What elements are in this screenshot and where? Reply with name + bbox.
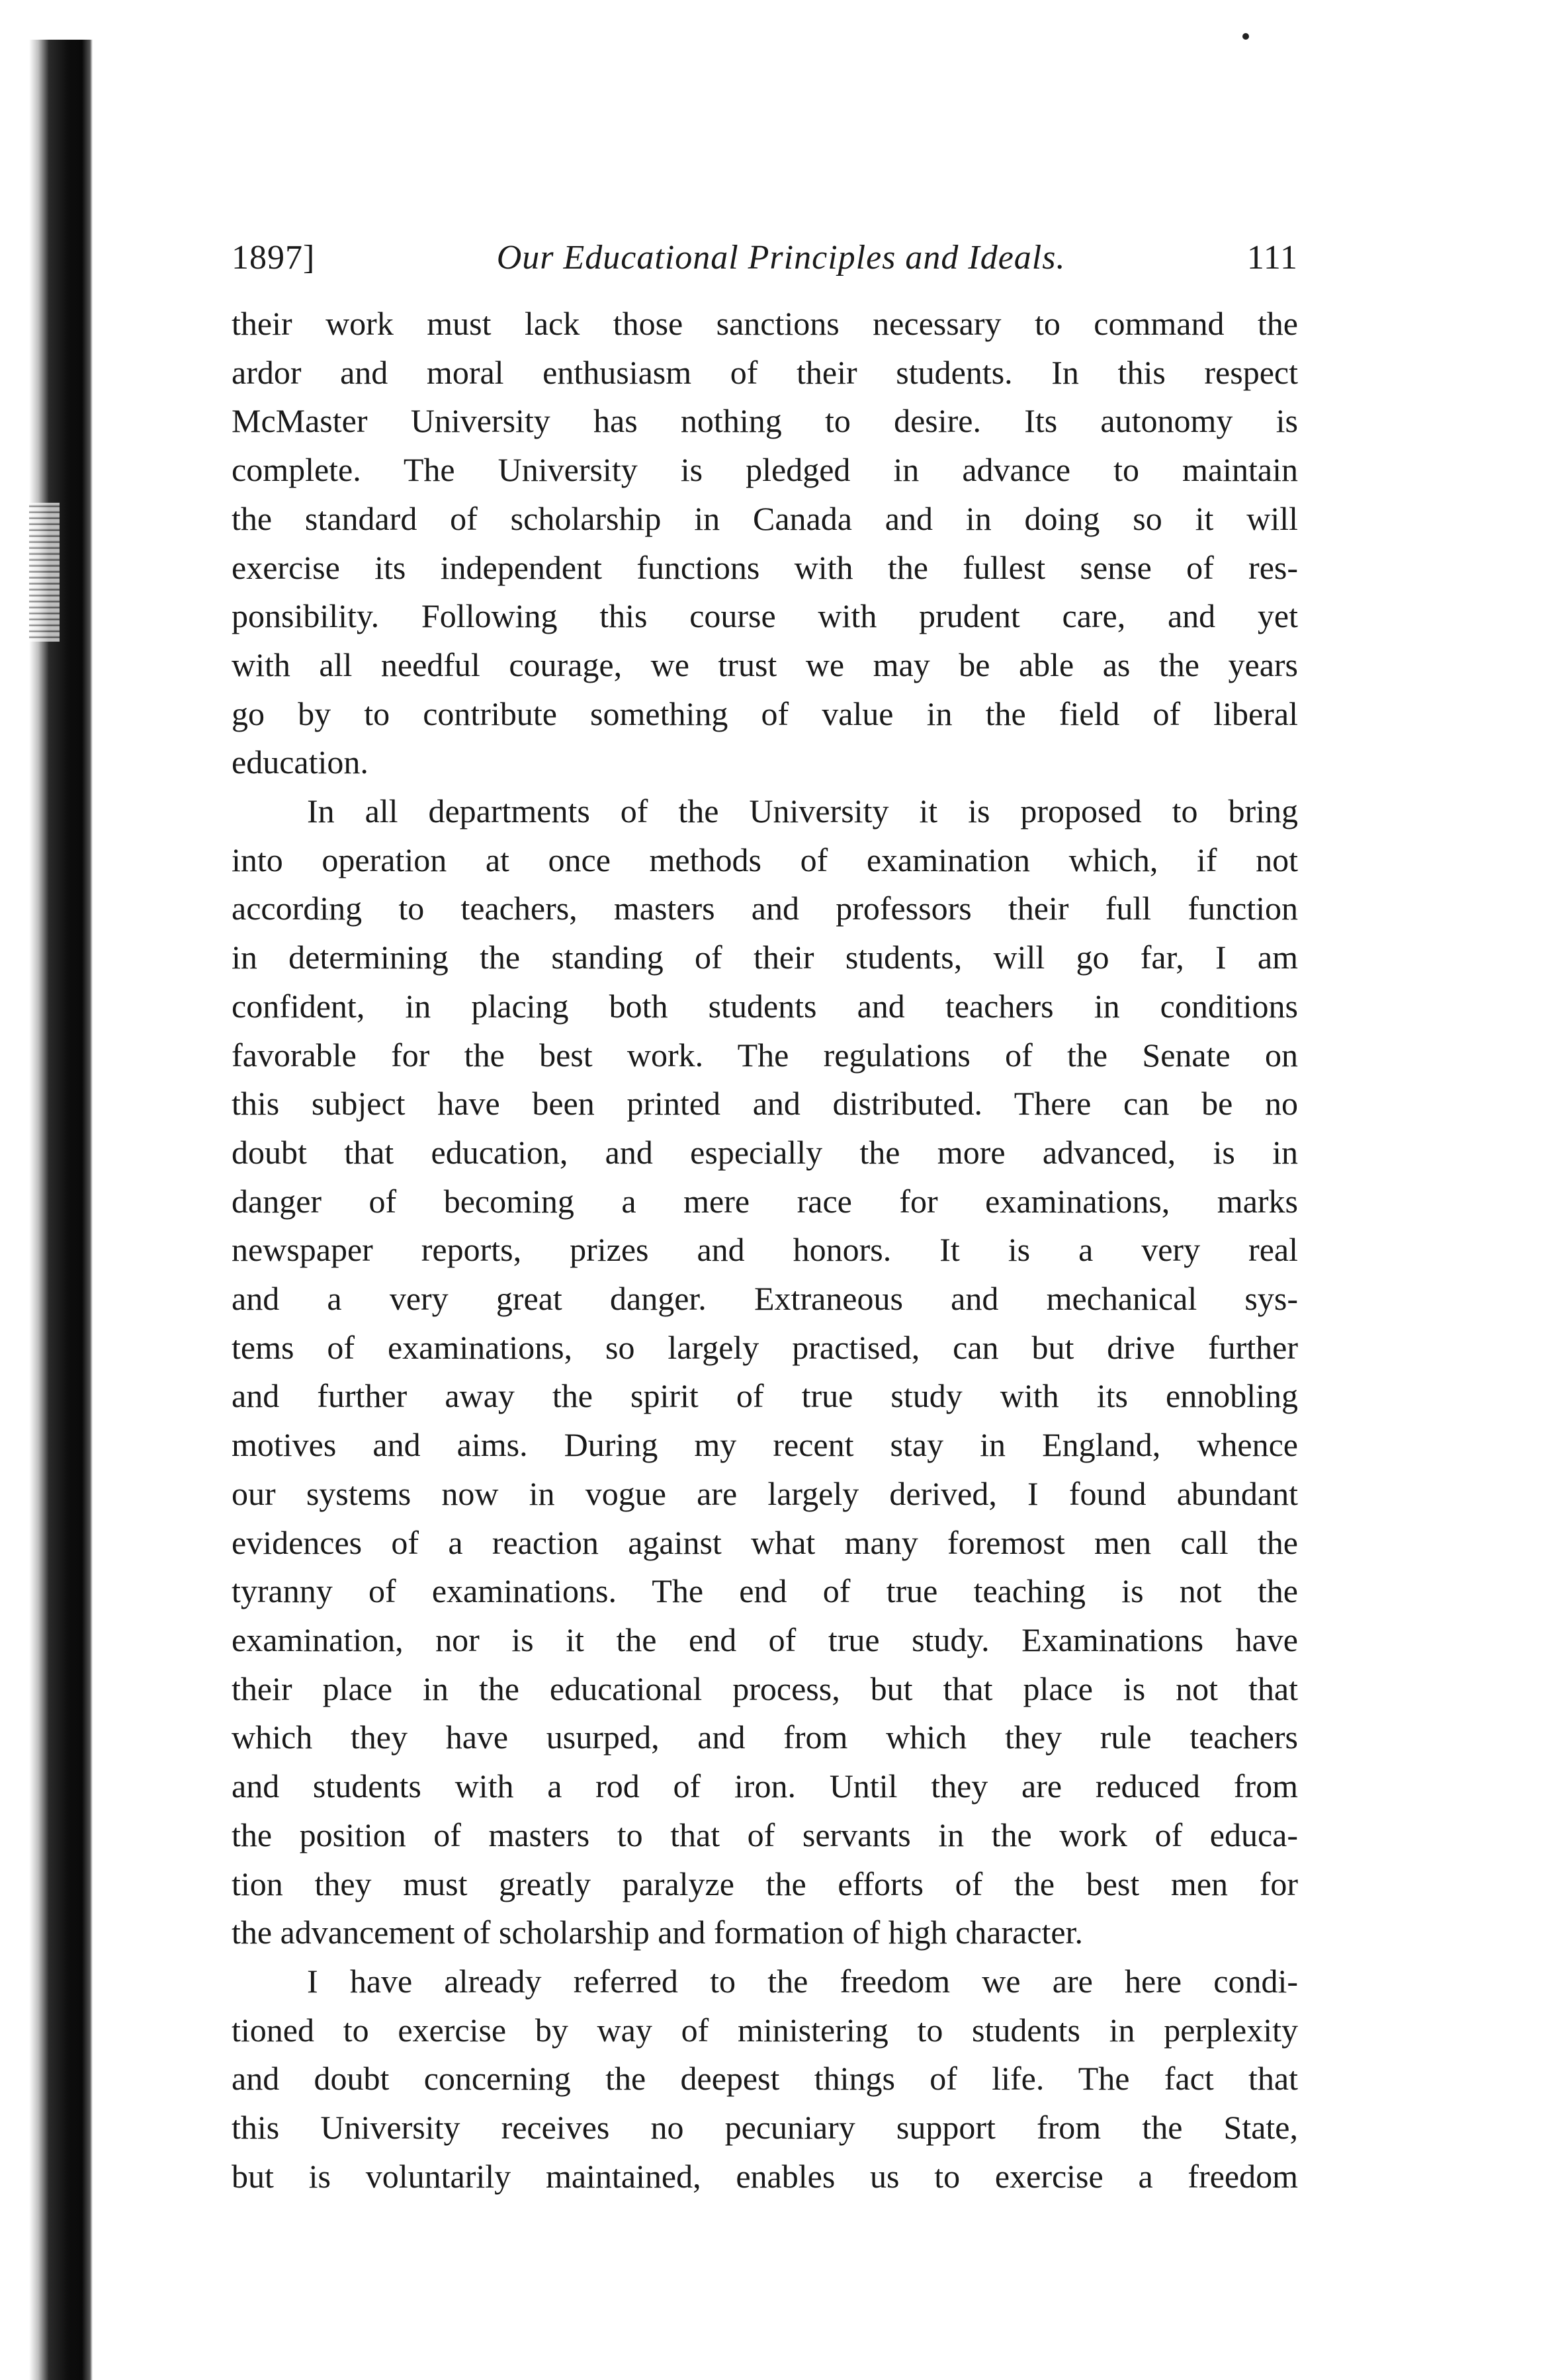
text-line: but is voluntarily maintained, enables us to exercise a freedom (232, 2157, 1298, 2195)
text-line: exercise its independent functions with the fullest sense of res- (232, 548, 1298, 586)
text-line: our systems now in vogue are largely derived, I found abundant (232, 1474, 1298, 1512)
paragraph (232, 787, 1298, 1957)
text-line: newspaper reports, prizes and honors. It is a very real (232, 1231, 1298, 1269)
text-line: doubt that education, and especially the more advanced, is in (232, 1133, 1298, 1171)
scan-artifact (29, 503, 60, 642)
text-line: evidences of a reaction against what many foremost men call the (232, 1523, 1298, 1561)
scanned-binding-edge (29, 40, 93, 2380)
text-line: education. (232, 744, 368, 781)
book-page (232, 238, 1298, 2201)
text-line: into operation at once methods of examination which, if not (232, 841, 1298, 878)
text-line: their place in the educational process, but that place is not that (232, 1670, 1298, 1707)
page-number: 111 (1246, 239, 1298, 276)
text-line: and a very great danger. Extraneous and mechanical sys- (232, 1280, 1298, 1318)
text-line: this subject have been printed and distributed. There can be no (232, 1085, 1298, 1123)
text-line: confident, in placing both students and teachers in conditions (232, 987, 1298, 1025)
text-line: danger of becoming a mere race for examinations, marks (232, 1182, 1298, 1220)
text-line: complete. The University is pledged in advance to maintain (232, 451, 1298, 489)
header-title: Our Educational Principles and Ideals. (496, 239, 1066, 276)
text-line: which they have usurped, and from which they rule teachers (232, 1719, 1298, 1756)
paragraph (232, 300, 1298, 787)
text-line: tyranny of examinations. The end of true teaching is not the (232, 1572, 1298, 1610)
text-line: this University receives no pecuniary support from the State, (232, 2109, 1298, 2146)
text-line: and students with a rod of iron. Until they are reduced from (232, 1767, 1298, 1805)
text-line: I have already referred to the freedom we are here condi- (307, 1962, 1298, 2000)
text-line: ardor and moral enthusiasm of their students. In this respect (232, 353, 1298, 391)
text-line: tems of examinations, so largely practised, can but drive further (232, 1328, 1298, 1366)
text-line: in determining the standing of their students, will go far, I am (232, 939, 1298, 976)
text-line: examination, nor is it the end of true study. Examinations have (232, 1621, 1298, 1658)
scan-speck (1242, 33, 1249, 40)
text-line: the standard of scholarship in Canada and in doing so it will (232, 499, 1298, 537)
text-line: the position of masters to that of servants in the work of educa- (232, 1816, 1298, 1853)
text-line: motives and aims. During my recent stay in England, whence (232, 1426, 1298, 1464)
text-line: and further away the spirit of true study with its ennobling (232, 1377, 1298, 1415)
text-line: tioned to exercise by way of ministering to students in perplexity (232, 2011, 1298, 2049)
text-line: with all needful courage, we trust we may be able as the years (232, 646, 1298, 683)
body-text (232, 300, 1298, 2201)
text-line: according to teachers, masters and professors their full function (232, 890, 1298, 927)
text-line: the advancement of scholarship and formation of high character. (232, 1914, 1084, 1951)
text-line: In all departments of the University it is proposed to bring (307, 792, 1298, 830)
paragraph (232, 1957, 1298, 2201)
text-line: tion they must greatly paralyze the efforts of the best men for (232, 1865, 1298, 1902)
text-line: ponsibility. Following this course with prudent care, and yet (232, 597, 1298, 635)
header-year: 1897] (232, 239, 316, 276)
text-line: and doubt concerning the deepest things of life. The fact that (232, 2060, 1298, 2098)
text-line: favorable for the best work. The regulations of the Senate on (232, 1036, 1298, 1074)
text-line: go by to contribute something of value in the field of liberal (232, 695, 1298, 732)
text-line: their work must lack those sanctions necessary to command the (232, 305, 1298, 342)
running-header (232, 238, 1298, 277)
text-line: McMaster University has nothing to desire. Its autonomy is (232, 402, 1298, 440)
